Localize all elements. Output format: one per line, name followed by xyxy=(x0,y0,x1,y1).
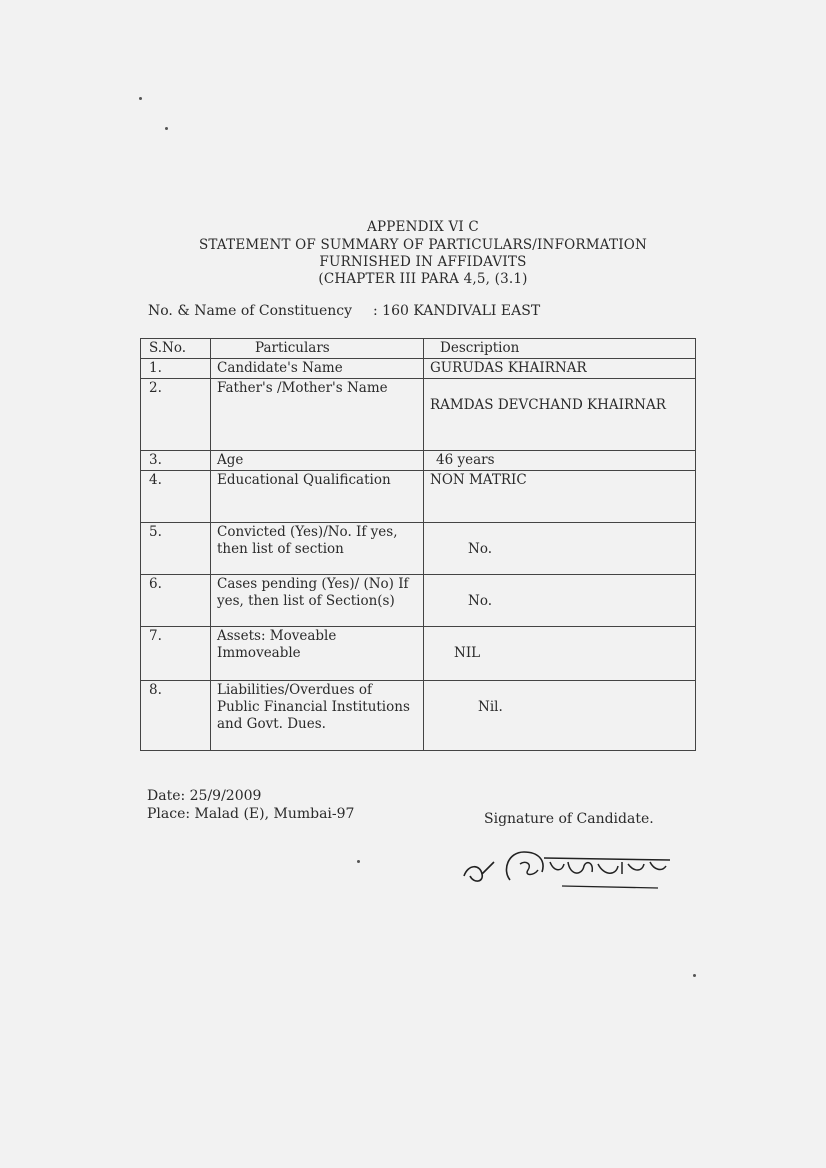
handwritten-signature xyxy=(458,842,678,902)
row-sno: 7. xyxy=(141,627,211,681)
row-description xyxy=(424,379,696,451)
row-description: GURUDAS KHAIRNAR xyxy=(424,359,696,379)
row-description-text: NIL xyxy=(454,645,481,661)
table-row xyxy=(141,359,696,379)
particulars-table xyxy=(140,338,696,751)
row-particular: Assets: Moveable Immoveable xyxy=(211,627,424,681)
column-header-particulars: Particulars xyxy=(211,339,424,359)
speck xyxy=(165,127,168,130)
row-particular: Liabilities/Overdues of Public Financial Institutions and Govt. Dues. xyxy=(211,681,424,751)
row-particular: Convicted (Yes)/No. If yes, then list of section xyxy=(211,523,424,575)
row-particular: Age xyxy=(211,451,424,471)
row-description xyxy=(424,627,696,681)
row-particular: Educational Qualification xyxy=(211,471,424,523)
constituency-value: : 160 KANDIVALI EAST xyxy=(373,303,541,319)
table-row xyxy=(141,627,696,681)
row-description xyxy=(424,575,696,627)
speck xyxy=(693,974,696,977)
table-header-row xyxy=(141,339,696,359)
constituency-line xyxy=(148,303,540,319)
table-row xyxy=(141,451,696,471)
column-header-description: Description xyxy=(424,339,696,359)
table-row xyxy=(141,575,696,627)
row-particular: Candidate's Name xyxy=(211,359,424,379)
row-description xyxy=(424,681,696,751)
row-sno: 3. xyxy=(141,451,211,471)
row-description-text: RAMDAS DEVCHAND KHAIRNAR xyxy=(430,397,666,413)
signature-caption: Signature of Candidate. xyxy=(484,811,654,827)
row-sno: 4. xyxy=(141,471,211,523)
row-sno: 1. xyxy=(141,359,211,379)
appendix-title: APPENDIX VI C xyxy=(367,219,479,235)
row-sno: 5. xyxy=(141,523,211,575)
column-header-sno: S.No. xyxy=(141,339,211,359)
chapter-reference: (CHAPTER III PARA 4,5, (3.1) xyxy=(318,271,528,287)
row-sno: 8. xyxy=(141,681,211,751)
row-description-text: Nil. xyxy=(478,699,503,715)
table-row xyxy=(141,681,696,751)
statement-title: STATEMENT OF SUMMARY OF PARTICULARS/INFORMATION xyxy=(198,237,648,253)
table-row xyxy=(141,379,696,451)
speck xyxy=(357,860,360,863)
statement-subtitle: FURNISHED IN AFFIDAVITS xyxy=(319,254,527,270)
row-description-text: No. xyxy=(468,541,492,557)
row-description: NON MATRIC xyxy=(424,471,696,523)
row-sno: 6. xyxy=(141,575,211,627)
row-particular: Cases pending (Yes)/ (No) If yes, then list of Section(s) xyxy=(211,575,424,627)
date-line: Date: 25/9/2009 xyxy=(147,788,262,804)
row-description-text: No. xyxy=(468,593,492,609)
row-description xyxy=(424,523,696,575)
row-description: 46 years xyxy=(424,451,696,471)
table-row xyxy=(141,471,696,523)
place-line: Place: Malad (E), Mumbai-97 xyxy=(147,806,355,822)
constituency-label: No. & Name of Constituency xyxy=(148,303,353,319)
row-sno: 2. xyxy=(141,379,211,451)
table-row xyxy=(141,523,696,575)
row-particular: Father's /Mother's Name xyxy=(211,379,424,451)
speck xyxy=(139,97,142,100)
